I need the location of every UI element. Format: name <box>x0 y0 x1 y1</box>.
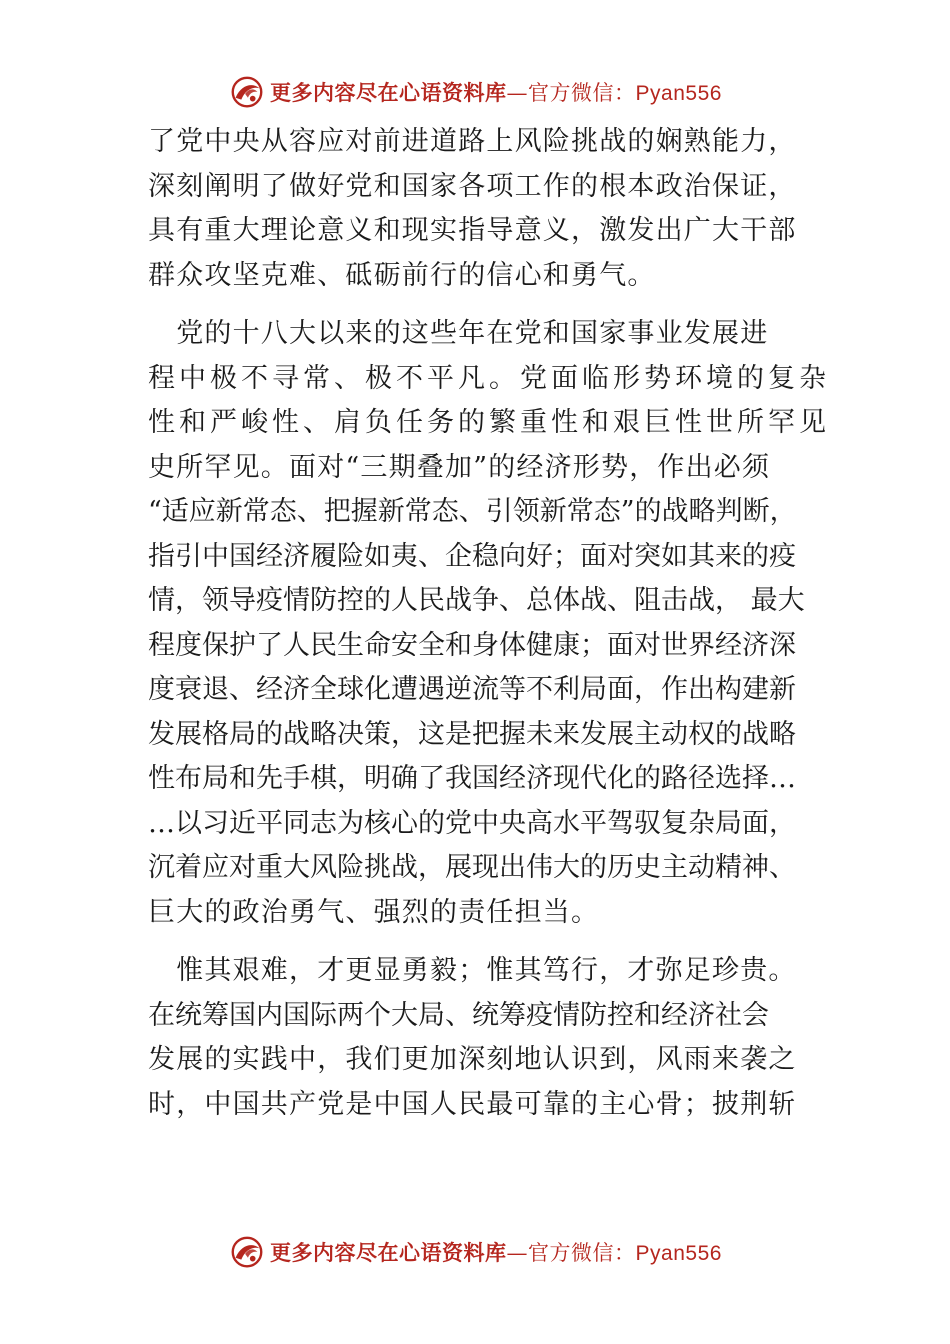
banner-wechat-label: 官方微信： <box>528 81 636 105</box>
footer-banner-text <box>270 1237 722 1267</box>
red-swirl-logo-icon <box>228 73 266 111</box>
text-line: 史所罕见。面对“三期叠加”的经济形势，作出必须 <box>148 451 771 483</box>
banner-wechat-id: Pyan556 <box>635 82 722 105</box>
text-line: 沉着应对重大风险挑战，展现出伟大的历史主动精神、 <box>148 852 796 883</box>
banner-prefix: 更多内容尽在心语资料库 <box>270 1240 507 1265</box>
text-line: 情，领导疫情防控的人民战争、总体战、阻击战， 最大 <box>148 585 805 616</box>
paragraph-1 <box>148 120 828 298</box>
text-line: 指引中国经济履险如夷、企稳向好；面对突如其来的疫 <box>148 540 796 572</box>
banner-prefix: 更多内容尽在心语资料库 <box>270 80 507 105</box>
red-swirl-logo-icon <box>228 1233 266 1271</box>
text-line: 时，中国共产党是中国人民最可靠的主心骨；披荆斩 <box>148 1088 797 1120</box>
text-line: “适应新常态、把握新常态、引领新常态”的战略判断， <box>148 496 797 527</box>
text-line: 度衰退、经济全球化遭遇逆流等不利局面，作出构建新 <box>148 674 796 705</box>
text-line: 发展的实践中，我们更加深刻地认识到，风雨来袭之 <box>148 1044 797 1075</box>
text-line: 程中极不寻常、极不平凡。党面临形势环境的复杂 <box>148 362 830 394</box>
text-line: 性布局和先手棋，明确了我国经济现代化的路径选择… <box>148 763 796 794</box>
text-line: 性和严峻性、肩负任务的繁重性和艰巨性世所罕见 <box>148 407 830 438</box>
text-line: 巨大的政治勇气、强烈的责任担当。 <box>148 896 600 928</box>
text-line: …以习近平同志为核心的党中央高水平驾驭复杂局面， <box>148 807 796 839</box>
text-line: 惟其艰难，才更显勇毅；惟其笃行，才弥足珍贵。 <box>148 955 797 986</box>
document-body <box>148 120 828 1141</box>
footer-banner <box>0 1230 950 1274</box>
text-line: 深刻阐明了做好党和国家各项工作的根本政治保证， <box>148 170 797 202</box>
banner-separator: — <box>506 81 529 105</box>
header-banner-text <box>270 77 722 107</box>
paragraph-2 <box>148 312 828 935</box>
text-line: 发展格局的战略决策，这是把握未来发展主动权的战略 <box>148 718 796 750</box>
paragraph-3 <box>148 949 828 1127</box>
text-line: 在统筹国内国际两个大局、统筹疫情防控和经济社会 <box>148 999 769 1031</box>
text-line: 了党中央从容应对前进道路上风险挑战的娴熟能力， <box>148 126 797 157</box>
banner-wechat-id: Pyan556 <box>635 1242 722 1265</box>
text-line: 程度保护了人民生命安全和身体健康；面对世界经济深 <box>148 629 796 661</box>
banner-separator: — <box>506 1241 529 1265</box>
header-banner <box>0 70 950 114</box>
banner-wechat-label: 官方微信： <box>528 1241 636 1265</box>
text-line: 党的十八大以来的这些年在党和国家事业发展进 <box>148 318 769 349</box>
text-line: 具有重大理论意义和现实指导意义，激发出广大干部 <box>148 215 797 246</box>
text-line: 群众攻坚克难、砥砺前行的信心和勇气。 <box>148 259 656 291</box>
